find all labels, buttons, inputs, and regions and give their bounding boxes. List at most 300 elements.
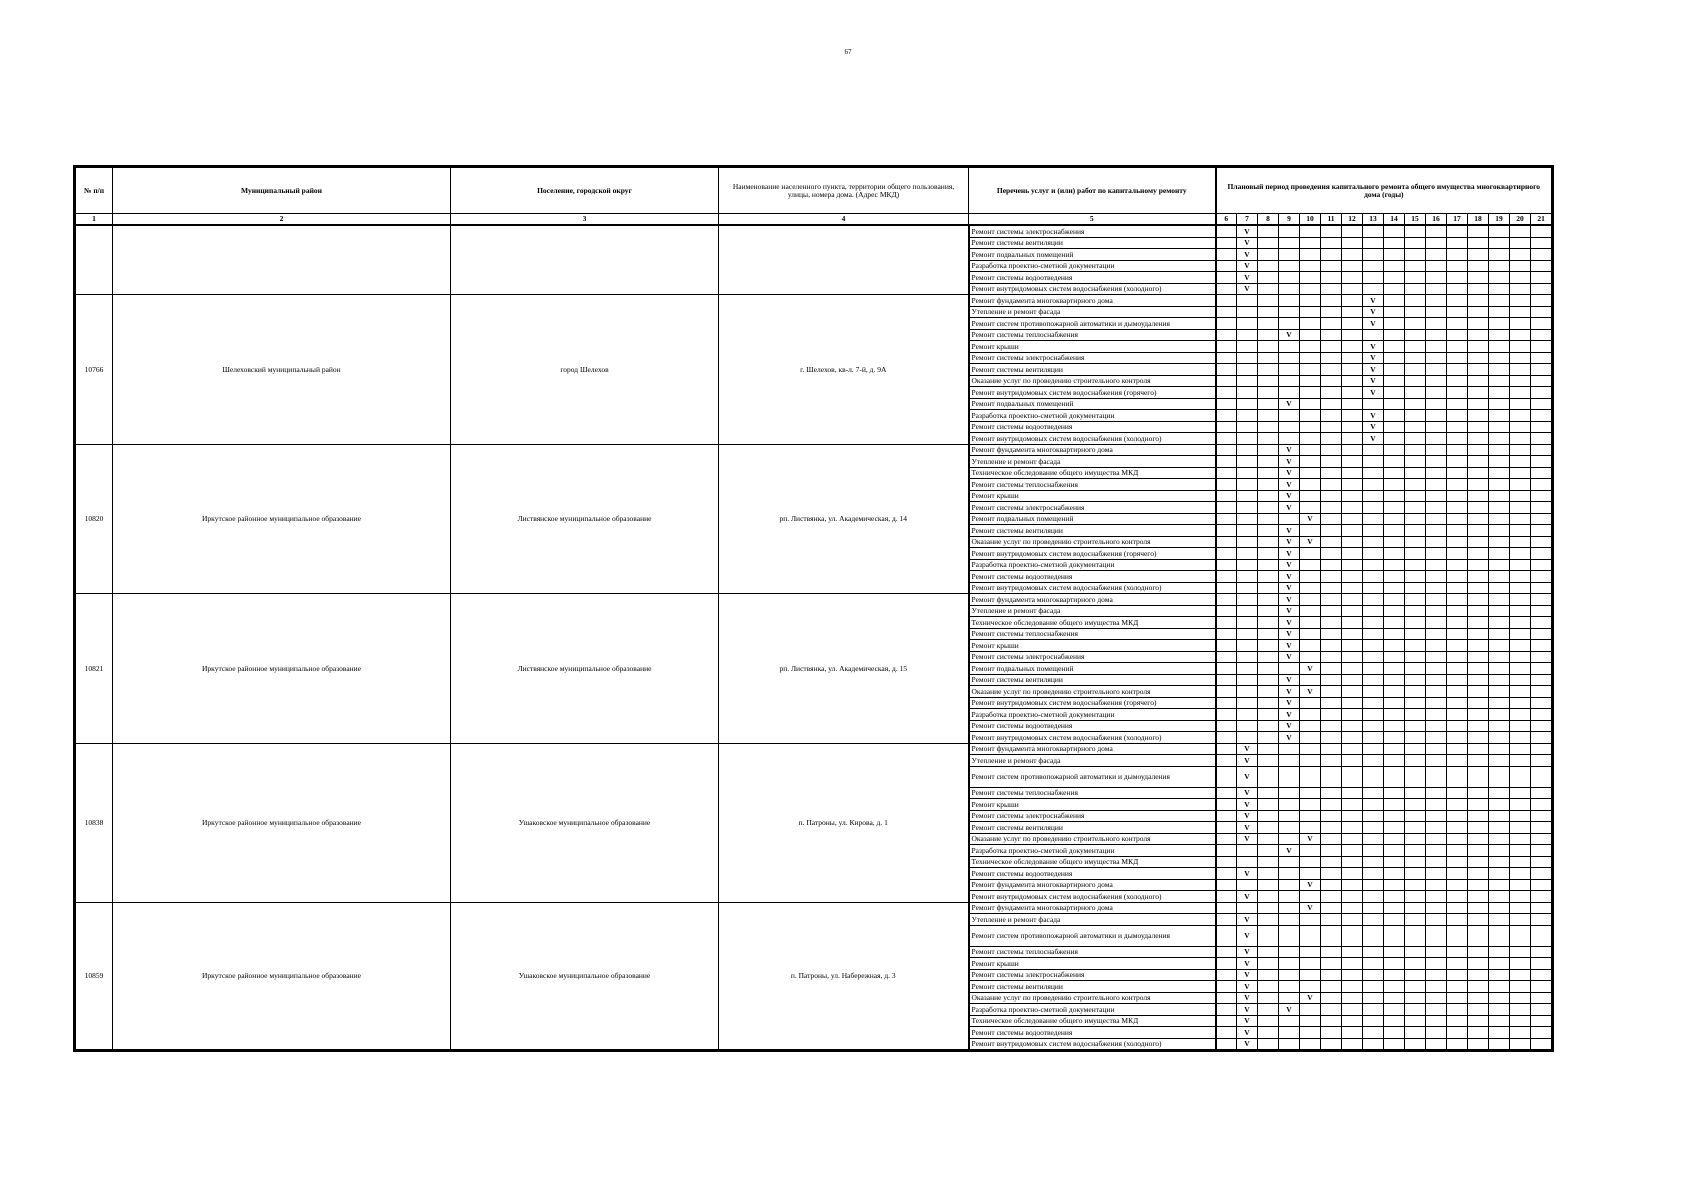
cell-num (76, 225, 113, 295)
year-cell (1384, 352, 1405, 364)
year-cell-check: V (1279, 594, 1300, 606)
year-cell (1321, 502, 1342, 514)
year-cell-check: V (1279, 674, 1300, 686)
year-cell (1342, 225, 1363, 237)
year-cell (1489, 513, 1510, 525)
year-cell (1510, 594, 1531, 606)
year-cell (1510, 225, 1531, 237)
year-cell (1447, 479, 1468, 491)
year-cell (1258, 249, 1279, 261)
year-cell (1216, 981, 1237, 993)
year-cell (1300, 260, 1321, 272)
year-cell (1321, 225, 1342, 237)
year-cell (1321, 822, 1342, 834)
year-cell (1342, 456, 1363, 468)
year-cell (1279, 992, 1300, 1004)
year-column-number: 19 (1489, 214, 1510, 226)
year-cell (1300, 548, 1321, 560)
year-cell (1405, 1027, 1426, 1039)
year-cell (1489, 902, 1510, 914)
year-cell (1258, 663, 1279, 675)
year-cell (1468, 992, 1489, 1004)
year-cell (1531, 720, 1552, 732)
year-cell (1321, 766, 1342, 787)
year-cell (1363, 732, 1384, 744)
year-cell (1489, 433, 1510, 445)
cell-service: Техническое обследование общего имущества МКД (969, 1015, 1216, 1027)
year-cell-check: V (1279, 571, 1300, 583)
year-cell (1216, 845, 1237, 857)
year-cell-check: V (1300, 513, 1321, 525)
year-cell (1384, 525, 1405, 537)
year-cell-check: V (1279, 536, 1300, 548)
year-cell (1489, 352, 1510, 364)
table-row (76, 295, 1552, 307)
year-cell (1216, 410, 1237, 422)
year-cell (1300, 433, 1321, 445)
year-cell (1363, 743, 1384, 755)
year-cell (1321, 410, 1342, 422)
year-cell (1489, 387, 1510, 399)
year-column-number: 16 (1426, 214, 1447, 226)
column-number: 5 (969, 214, 1216, 226)
year-cell (1237, 375, 1258, 387)
year-cell (1510, 605, 1531, 617)
year-cell (1447, 766, 1468, 787)
year-cell (1489, 525, 1510, 537)
year-cell (1426, 225, 1447, 237)
cell-settlement: Ушаковское муниципальное образование (451, 743, 719, 902)
year-cell (1363, 283, 1384, 295)
year-cell (1426, 364, 1447, 376)
year-cell-check: V (1363, 306, 1384, 318)
year-cell (1531, 536, 1552, 548)
year-cell (1216, 318, 1237, 330)
year-cell (1405, 375, 1426, 387)
year-cell (1531, 799, 1552, 811)
year-cell (1426, 582, 1447, 594)
year-cell (1216, 490, 1237, 502)
cell-service: Ремонт системы вентиляции (969, 981, 1216, 993)
year-column-number: 10 (1300, 214, 1321, 226)
cell-service: Техническое обследование общего имущества МКД (969, 856, 1216, 868)
year-cell-check: V (1279, 628, 1300, 640)
cell-settlement: город Шелехов (451, 295, 719, 445)
year-cell (1426, 352, 1447, 364)
year-cell (1384, 433, 1405, 445)
year-cell (1426, 421, 1447, 433)
cell-service: Техническое обследование общего имущества МКД (969, 617, 1216, 629)
year-cell (1447, 914, 1468, 926)
year-cell (1384, 410, 1405, 422)
year-cell (1300, 318, 1321, 330)
year-cell-check: V (1279, 467, 1300, 479)
year-cell (1426, 640, 1447, 652)
year-cell (1468, 628, 1489, 640)
year-cell (1342, 559, 1363, 571)
year-cell (1258, 628, 1279, 640)
year-cell (1237, 536, 1258, 548)
year-cell (1384, 502, 1405, 514)
year-cell (1321, 467, 1342, 479)
year-cell-check: V (1279, 456, 1300, 468)
year-cell (1384, 640, 1405, 652)
year-cell (1258, 306, 1279, 318)
year-cell (1321, 674, 1342, 686)
year-cell (1342, 479, 1363, 491)
year-cell (1447, 341, 1468, 353)
year-cell-check: V (1363, 433, 1384, 445)
cell-service: Ремонт системы вентиляции (969, 237, 1216, 249)
year-cell-check: V (1279, 1004, 1300, 1016)
year-cell (1426, 502, 1447, 514)
year-cell (1237, 605, 1258, 617)
year-cell (1300, 1004, 1321, 1016)
year-cell-check: V (1363, 341, 1384, 353)
year-cell (1279, 856, 1300, 868)
year-cell (1258, 398, 1279, 410)
year-cell (1468, 582, 1489, 594)
year-cell (1447, 891, 1468, 903)
year-cell (1216, 225, 1237, 237)
year-column-number: 18 (1468, 214, 1489, 226)
cell-service: Ремонт фундамента многоквартирного дома (969, 594, 1216, 606)
year-cell (1510, 674, 1531, 686)
year-cell (1468, 617, 1489, 629)
cell-service: Ремонт системы водоотведения (969, 868, 1216, 880)
year-cell (1489, 398, 1510, 410)
year-cell (1363, 868, 1384, 880)
year-cell (1468, 410, 1489, 422)
year-cell (1531, 594, 1552, 606)
year-cell (1384, 260, 1405, 272)
year-cell (1237, 628, 1258, 640)
year-cell (1216, 810, 1237, 822)
year-cell (1426, 732, 1447, 744)
year-cell (1342, 958, 1363, 970)
year-cell (1237, 444, 1258, 456)
year-cell (1510, 525, 1531, 537)
year-cell (1279, 513, 1300, 525)
year-cell (1342, 833, 1363, 845)
year-cell (1405, 628, 1426, 640)
year-cell (1510, 283, 1531, 295)
year-cell (1216, 958, 1237, 970)
year-cell (1405, 925, 1426, 946)
year-cell (1300, 822, 1321, 834)
year-cell (1216, 720, 1237, 732)
year-cell (1384, 856, 1405, 868)
year-cell (1447, 237, 1468, 249)
year-cell (1342, 398, 1363, 410)
year-cell (1279, 787, 1300, 799)
cell-service: Ремонт внутридомовых систем водоснабжения (холодного) (969, 283, 1216, 295)
year-cell (1300, 732, 1321, 744)
year-cell (1468, 225, 1489, 237)
year-cell (1531, 856, 1552, 868)
year-cell (1468, 686, 1489, 698)
year-cell (1384, 295, 1405, 307)
year-cell (1510, 1027, 1531, 1039)
year-cell (1531, 946, 1552, 958)
year-cell (1300, 640, 1321, 652)
year-cell (1258, 502, 1279, 514)
year-cell (1447, 283, 1468, 295)
year-cell (1258, 272, 1279, 284)
year-cell (1258, 914, 1279, 926)
year-cell (1405, 787, 1426, 799)
year-cell (1510, 640, 1531, 652)
year-cell (1321, 456, 1342, 468)
year-cell (1447, 697, 1468, 709)
year-cell (1426, 787, 1447, 799)
year-cell (1531, 766, 1552, 787)
cell-service: Ремонт фундамента многоквартирного дома (969, 444, 1216, 456)
year-cell (1447, 272, 1468, 284)
year-cell (1468, 925, 1489, 946)
year-cell (1510, 479, 1531, 491)
year-cell (1531, 879, 1552, 891)
year-cell (1405, 490, 1426, 502)
year-cell (1216, 640, 1237, 652)
year-cell (1321, 833, 1342, 845)
year-cell (1510, 260, 1531, 272)
year-cell (1342, 640, 1363, 652)
year-cell (1510, 686, 1531, 698)
year-cell (1237, 902, 1258, 914)
year-cell (1216, 755, 1237, 767)
year-cell (1489, 249, 1510, 261)
cell-service: Ремонт внутридомовых систем водоснабжения (горячего) (969, 387, 1216, 399)
year-cell (1279, 364, 1300, 376)
year-cell (1489, 502, 1510, 514)
year-cell (1258, 845, 1279, 857)
year-cell (1489, 1004, 1510, 1016)
year-cell (1342, 605, 1363, 617)
year-cell (1363, 479, 1384, 491)
year-cell-check: V (1279, 651, 1300, 663)
year-cell (1447, 709, 1468, 721)
year-cell (1468, 249, 1489, 261)
year-cell (1216, 525, 1237, 537)
year-cell (1447, 628, 1468, 640)
year-cell (1216, 822, 1237, 834)
year-cell (1531, 914, 1552, 926)
year-cell (1216, 398, 1237, 410)
year-cell (1216, 833, 1237, 845)
year-cell (1405, 674, 1426, 686)
year-cell (1405, 1038, 1426, 1050)
year-cell (1258, 387, 1279, 399)
year-cell (1363, 548, 1384, 560)
year-cell (1300, 375, 1321, 387)
year-cell (1489, 329, 1510, 341)
cell-service: Техническое обследование общего имущества МКД (969, 467, 1216, 479)
year-cell (1384, 318, 1405, 330)
year-cell (1510, 352, 1531, 364)
year-cell (1321, 720, 1342, 732)
cell-service: Ремонт подвальных помещений (969, 249, 1216, 261)
year-cell (1531, 237, 1552, 249)
year-cell (1510, 329, 1531, 341)
cell-address: п. Патроны, ул. Набережная, д. 3 (719, 902, 969, 1050)
year-cell (1384, 822, 1405, 834)
year-cell (1321, 352, 1342, 364)
year-column-number: 6 (1216, 214, 1237, 226)
year-cell-check: V (1237, 981, 1258, 993)
year-cell (1489, 628, 1510, 640)
year-cell (1531, 891, 1552, 903)
year-cell (1216, 352, 1237, 364)
year-cell-check: V (1300, 879, 1321, 891)
year-cell (1447, 833, 1468, 845)
year-cell (1405, 686, 1426, 698)
year-cell (1258, 513, 1279, 525)
year-cell (1426, 958, 1447, 970)
year-cell (1489, 605, 1510, 617)
year-cell (1426, 398, 1447, 410)
year-cell (1405, 421, 1426, 433)
cell-address: рп. Листвянка, ул. Академическая, д. 14 (719, 444, 969, 594)
year-cell (1405, 329, 1426, 341)
year-cell (1342, 891, 1363, 903)
year-cell (1405, 766, 1426, 787)
year-cell (1531, 571, 1552, 583)
year-cell (1363, 799, 1384, 811)
year-cell (1510, 787, 1531, 799)
year-cell (1279, 902, 1300, 914)
year-cell (1342, 810, 1363, 822)
year-cell (1300, 766, 1321, 787)
year-cell (1447, 868, 1468, 880)
year-cell (1489, 845, 1510, 857)
year-cell (1468, 787, 1489, 799)
year-cell (1258, 364, 1279, 376)
year-cell (1468, 1027, 1489, 1039)
cell-service: Ремонт системы водоотведения (969, 421, 1216, 433)
year-cell (1321, 1038, 1342, 1050)
year-cell (1489, 571, 1510, 583)
year-cell (1342, 766, 1363, 787)
year-cell-check: V (1237, 766, 1258, 787)
year-cell (1300, 787, 1321, 799)
year-cell (1405, 799, 1426, 811)
year-cell (1384, 1038, 1405, 1050)
cell-address: п. Патроны, ул. Кирова, д. 1 (719, 743, 969, 902)
year-cell (1468, 352, 1489, 364)
year-cell (1384, 364, 1405, 376)
year-cell (1405, 594, 1426, 606)
year-cell-check: V (1363, 295, 1384, 307)
year-cell (1510, 306, 1531, 318)
year-cell (1342, 686, 1363, 698)
column-number-row (76, 214, 1552, 226)
year-cell (1426, 295, 1447, 307)
year-cell (1426, 249, 1447, 261)
year-cell (1237, 502, 1258, 514)
year-cell (1279, 421, 1300, 433)
year-cell (1363, 456, 1384, 468)
year-cell-check: V (1363, 421, 1384, 433)
year-cell (1279, 375, 1300, 387)
year-cell (1426, 283, 1447, 295)
year-cell (1342, 617, 1363, 629)
year-cell (1510, 617, 1531, 629)
year-cell (1321, 697, 1342, 709)
year-cell (1363, 571, 1384, 583)
year-cell (1468, 456, 1489, 468)
year-cell (1321, 306, 1342, 318)
year-cell (1342, 1038, 1363, 1050)
year-cell (1279, 260, 1300, 272)
year-cell (1279, 306, 1300, 318)
year-cell-check: V (1237, 260, 1258, 272)
year-cell (1531, 732, 1552, 744)
year-cell (1279, 981, 1300, 993)
year-cell (1237, 398, 1258, 410)
year-cell (1237, 571, 1258, 583)
year-cell (1258, 225, 1279, 237)
year-cell-check: V (1237, 958, 1258, 970)
year-cell (1300, 1038, 1321, 1050)
year-cell (1510, 969, 1531, 981)
year-cell (1342, 582, 1363, 594)
cell-service: Ремонт внутридомовых систем водоснабжения (горячего) (969, 548, 1216, 560)
year-cell (1258, 856, 1279, 868)
year-cell (1468, 433, 1489, 445)
year-cell (1216, 1038, 1237, 1050)
year-cell (1342, 1027, 1363, 1039)
cell-service: Ремонт системы электроснабжения (969, 651, 1216, 663)
cell-service: Ремонт подвальных помещений (969, 398, 1216, 410)
year-cell (1426, 375, 1447, 387)
year-cell-check: V (1279, 490, 1300, 502)
year-cell-check: V (1279, 444, 1300, 456)
year-cell (1342, 375, 1363, 387)
cell-service: Ремонт системы вентиляции (969, 822, 1216, 834)
year-cell (1531, 1004, 1552, 1016)
year-cell-check: V (1237, 1038, 1258, 1050)
year-cell (1384, 743, 1405, 755)
year-cell (1342, 387, 1363, 399)
year-cell (1258, 868, 1279, 880)
year-cell (1405, 1004, 1426, 1016)
year-cell (1321, 946, 1342, 958)
cell-service: Ремонт системы теплоснабжения (969, 946, 1216, 958)
year-cell (1258, 467, 1279, 479)
year-cell (1216, 605, 1237, 617)
year-cell (1510, 810, 1531, 822)
year-cell (1342, 295, 1363, 307)
header-address: Наименование населенного пункта, территории общего пользования, улицы, номера дома. (Адрес МКД) (719, 168, 969, 214)
year-cell (1384, 766, 1405, 787)
year-cell (1426, 697, 1447, 709)
year-cell (1489, 766, 1510, 787)
year-cell (1279, 272, 1300, 284)
year-cell (1405, 902, 1426, 914)
year-cell (1258, 766, 1279, 787)
year-cell (1363, 628, 1384, 640)
year-cell (1384, 375, 1405, 387)
year-cell (1342, 697, 1363, 709)
year-cell (1384, 845, 1405, 857)
year-cell (1405, 1015, 1426, 1027)
year-cell (1258, 732, 1279, 744)
year-cell (1447, 467, 1468, 479)
year-cell (1216, 295, 1237, 307)
year-cell (1489, 958, 1510, 970)
year-cell (1489, 1038, 1510, 1050)
